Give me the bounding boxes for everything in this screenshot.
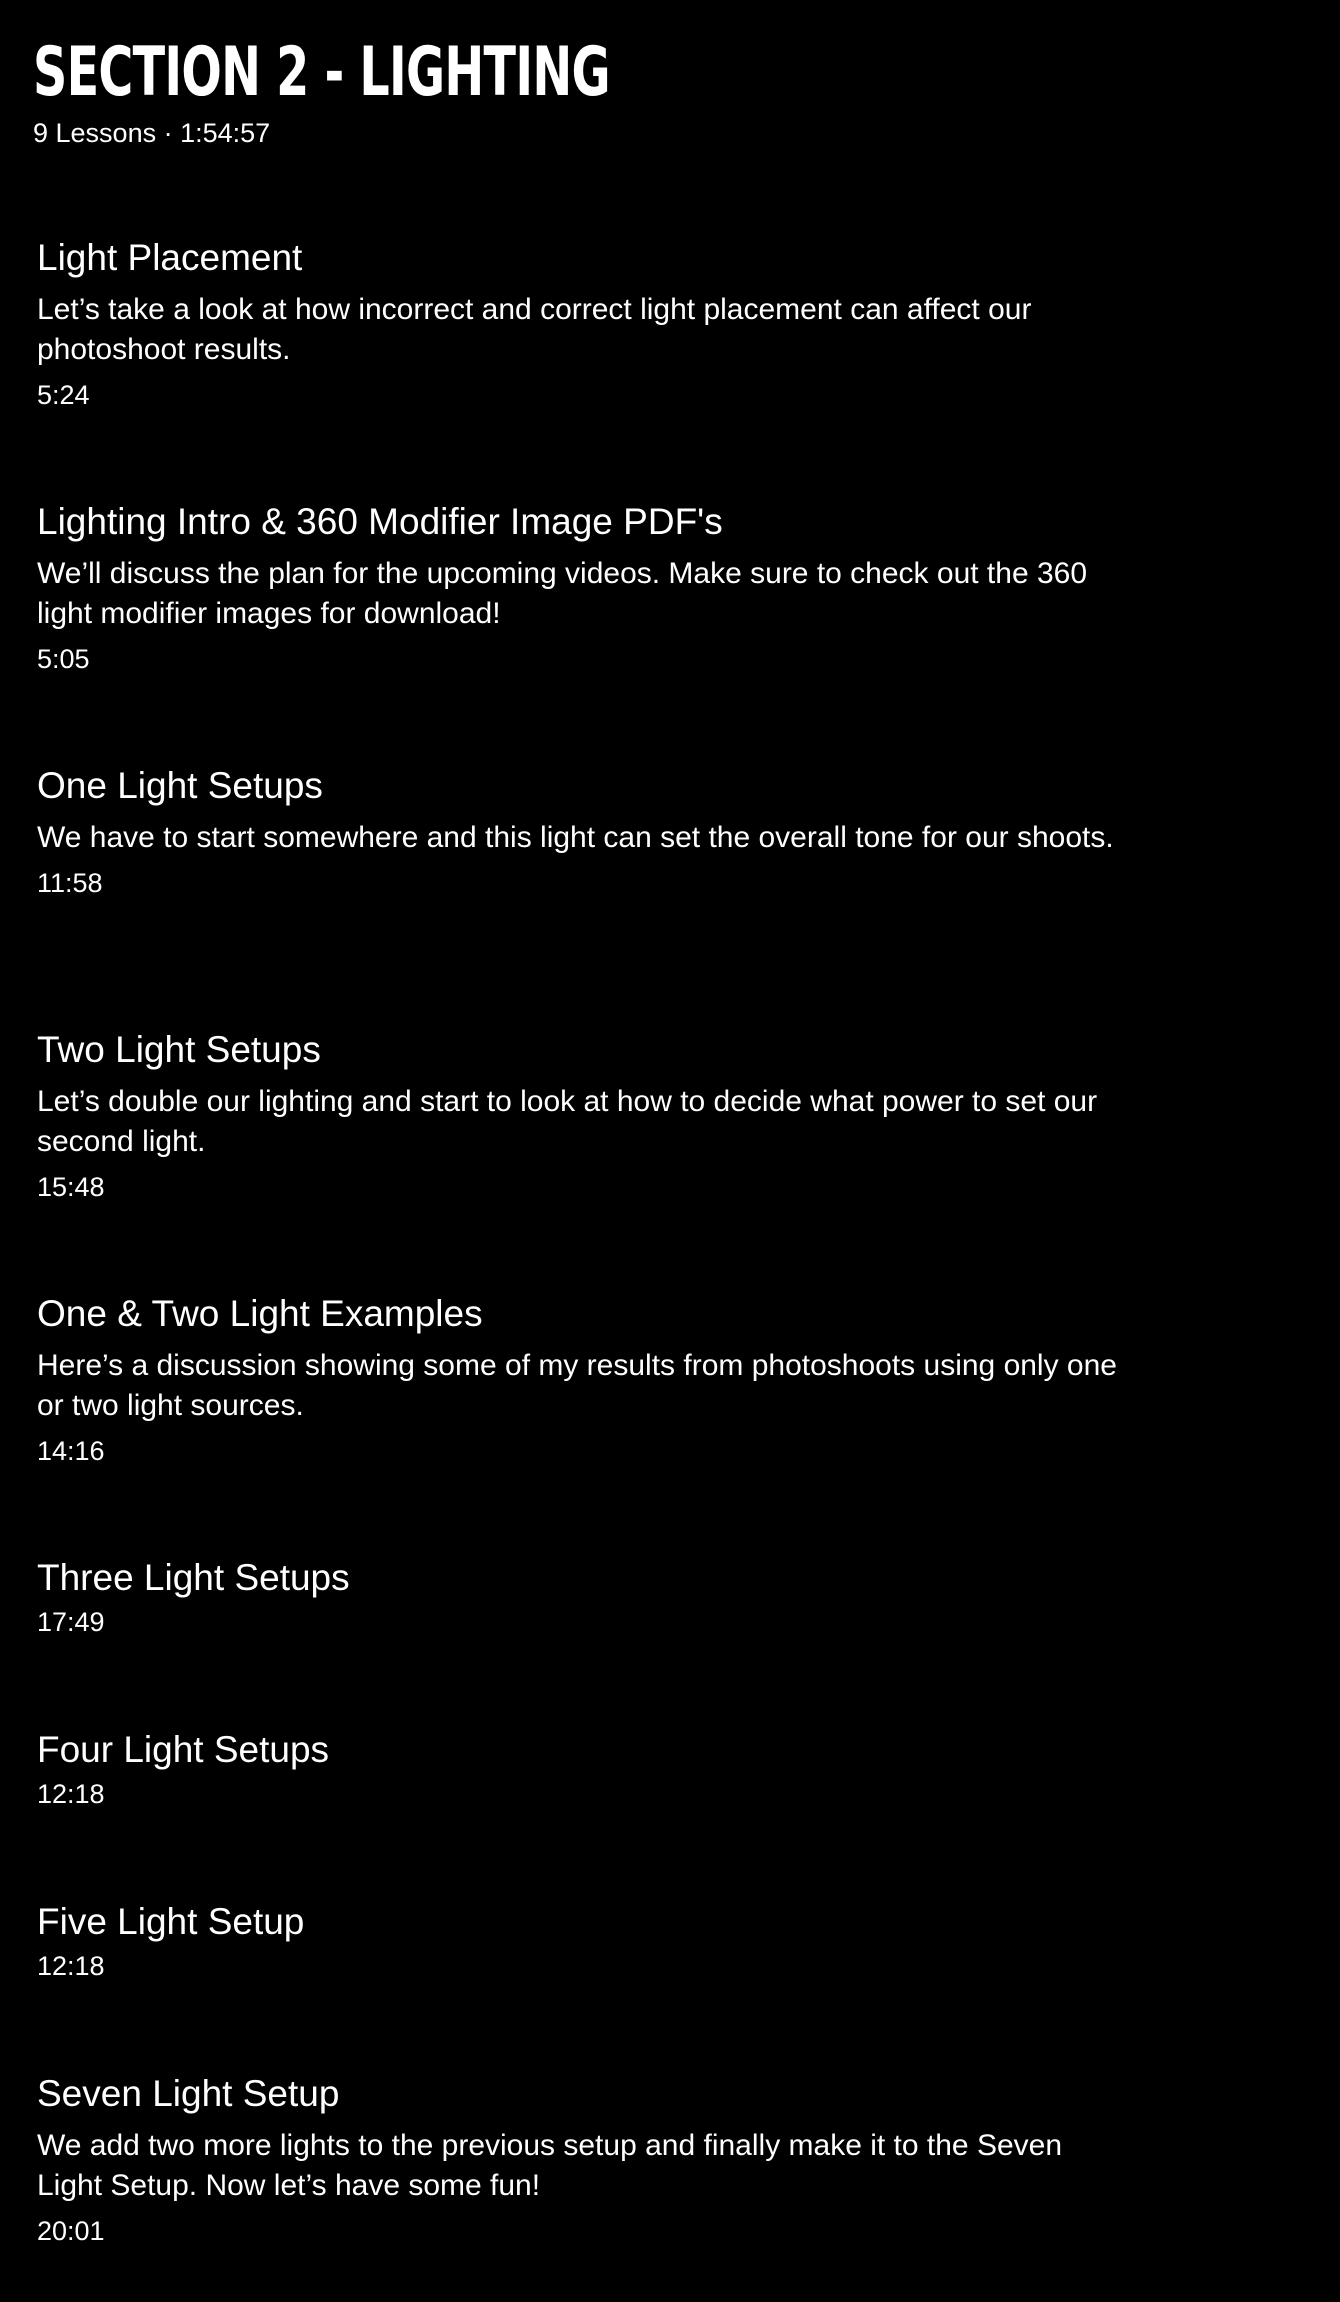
lesson-duration: 17:49 xyxy=(37,1607,105,1637)
lesson-title: Seven Light Setup xyxy=(37,2073,340,2114)
lesson-duration: 15:48 xyxy=(37,1172,105,1202)
lesson-duration: 14:16 xyxy=(37,1436,105,1466)
lesson-duration: 12:18 xyxy=(37,1951,105,1981)
lesson-title: Lighting Intro & 360 Modifier Image PDF's xyxy=(37,501,723,542)
lesson-item-four-light-setups[interactable] xyxy=(37,1727,1117,1811)
lesson-title: One & Two Light Examples xyxy=(37,1293,483,1334)
section-header xyxy=(33,30,857,150)
lesson-item-light-placement[interactable] xyxy=(37,235,1117,412)
lesson-duration: 12:18 xyxy=(37,1779,105,1809)
section-title: SECTION 2 - LIGHTING xyxy=(33,33,610,112)
lesson-item-lighting-intro[interactable] xyxy=(37,499,1117,676)
lesson-title: One Light Setups xyxy=(37,765,323,806)
lesson-item-two-light-setups[interactable] xyxy=(37,1027,1117,1204)
lesson-description: Let’s take a look at how incorrect and correct light placement can affect our photoshoot results. xyxy=(37,293,1032,366)
lesson-title: Five Light Setup xyxy=(37,1901,305,1942)
lesson-item-three-light-setups[interactable] xyxy=(37,1555,1117,1639)
lesson-description: We have to start somewhere and this light can set the overall tone for our shoots. xyxy=(37,821,1114,854)
lesson-duration: 20:01 xyxy=(37,2216,105,2246)
lesson-description: Here’s a discussion showing some of my results from photoshoots using only one or two light sources. xyxy=(37,1349,1117,1422)
lesson-title: Light Placement xyxy=(37,237,303,278)
lesson-item-one-two-light-examples[interactable] xyxy=(37,1291,1117,1468)
lesson-title: Three Light Setups xyxy=(37,1557,350,1598)
lesson-description: We add two more lights to the previous setup and finally make it to the Seven Light Setup. Now let’s have some fun! xyxy=(37,2129,1063,2202)
lesson-duration: 11:58 xyxy=(37,868,103,898)
lesson-description: We’ll discuss the plan for the upcoming videos. Make sure to check out the 360 light modifier images for download! xyxy=(37,557,1088,630)
lesson-duration: 5:24 xyxy=(37,380,90,410)
lesson-title: Two Light Setups xyxy=(37,1029,321,1070)
lesson-duration: 5:05 xyxy=(37,644,90,674)
lesson-item-seven-light-setup[interactable] xyxy=(37,2071,1117,2248)
section-meta: 9 Lessons · 1:54:57 xyxy=(33,118,271,148)
lesson-item-one-light-setups[interactable] xyxy=(37,763,1117,900)
lesson-description: Let’s double our lighting and start to look at how to decide what power to set our second light. xyxy=(37,1085,1098,1158)
lesson-item-five-light-setup[interactable] xyxy=(37,1899,1117,1983)
lesson-title: Four Light Setups xyxy=(37,1729,330,1770)
